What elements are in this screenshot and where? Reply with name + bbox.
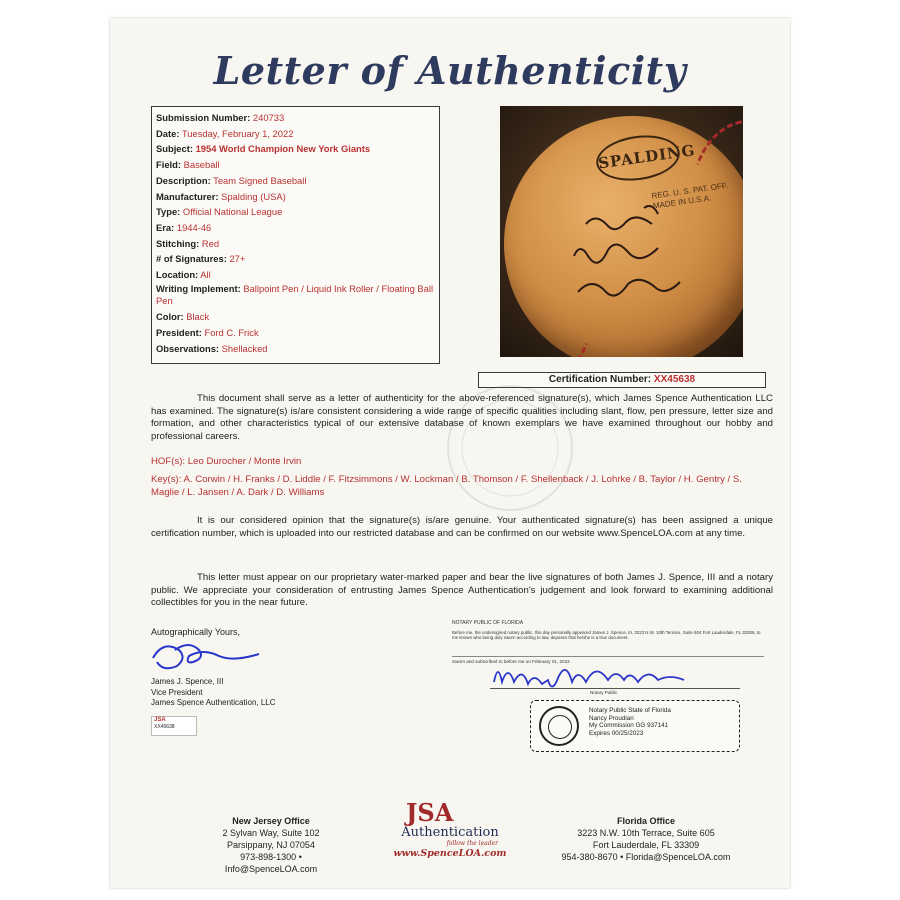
baseball-image	[504, 116, 743, 357]
notary-stamp-text: Notary Public State of Florida Nancy Proudian My Commission GG 937141 Expires 00/25/2023	[589, 707, 671, 737]
spence-signature	[147, 636, 277, 672]
ball-stamp-text: REG. U. S. PAT. OFF. MADE IN U.S.A.	[650, 180, 729, 211]
signer-name: James J. Spence, III	[151, 677, 224, 686]
sticker-number: XX45638	[154, 724, 175, 730]
notary-stamp	[530, 700, 740, 752]
detail-observations: Observations: Shellacked	[156, 342, 268, 354]
certification-number: XX45638	[653, 374, 696, 385]
details-box	[151, 106, 440, 364]
detail-writing-implement: Writing Implement: Ballpoint Pen / Liquid Ink Roller / Floating Ball Pen	[156, 282, 434, 307]
jsa-website: www.SpenceLOA.com	[393, 848, 507, 859]
notary-signature-line	[490, 688, 740, 689]
notary-sworn-line: Sworn and subscribed to before me on February 01, 2022	[452, 659, 570, 664]
fl-office-block: Florida Office 3223 N.W. 10th Terrace, Suite 605 Fort Lauderdale, FL 33309 954-380-8670 • Florida@SpenceLOA.com	[556, 815, 736, 863]
detail-date: Date: Tuesday, February 1, 2022	[156, 127, 294, 139]
closing-line: Autographically Yours,	[151, 627, 241, 637]
detail-president: President: Ford C. Frick	[156, 326, 259, 338]
jsa-logo	[388, 800, 512, 861]
detail-color: Color: Black	[156, 311, 210, 323]
hof-list: HOF(s): Leo Durocher / Monte Irvin	[151, 456, 302, 467]
jsa-logo-tagline: follow the leader	[446, 840, 498, 847]
page-title: Letter of Authenticity	[213, 48, 687, 93]
fl-office-heading: Florida Office	[616, 816, 675, 826]
baseball-photo	[500, 106, 743, 357]
detail-era: Era: 1944-46	[156, 221, 212, 233]
notary-public-label: Notary Public	[590, 690, 618, 695]
paragraph-opinion: It is our considered opinion that the signature(s) is/are genuine. Your authenticated signature(s) has been assigned a unique certification number, which is uploaded into our restricted database and can be confirmed on our website www.SpenceLOA.com at any time.	[151, 515, 773, 539]
notary-seal-icon	[539, 706, 579, 746]
detail-location: Location: All	[156, 269, 211, 281]
notary-header: NOTARY PUBLIC OF FLORIDA	[452, 620, 524, 626]
paragraph-authenticity: This document shall serve as a letter of authenticity for the above-referenced signature(s), which James Spence Authentication LLC has examined. The signature(s) is/are consistent considering a wide range of specific qualities including slant, flow, pen pressure, letter size and formation, and other characteristics typical of our extensive database of known exemplars we have examined throughout our hobby and professional careers.	[151, 393, 773, 443]
detail-stitching: Stitching: Red	[156, 237, 220, 249]
detail-signature-count: # of Signatures: 27+	[156, 253, 246, 265]
spalding-logo: SPALDING	[593, 130, 682, 185]
notary-signature	[490, 656, 730, 690]
jsa-logo-name: Authentication	[401, 825, 499, 840]
sticker-brand: JSA	[154, 717, 166, 723]
detail-description: Description: Team Signed Baseball	[156, 174, 307, 186]
nj-office-block: New Jersey Office 2 Sylvan Way, Suite 102 Parsippany, NJ 07054 973-898-1300 • Info@SpenceLOA.com	[196, 815, 346, 875]
key-signatures-list: Key(s): A. Corwin / H. Franks / D. Liddle / F. Fitzsimmons / W. Lockman / B. Thomson / F. Shellenback / J. Lohrke / B. Taylor / H. Gentry / S. Maglie / L. Jansen / A. Dark / D. Williams	[151, 474, 742, 498]
jsa-logo-mark: JSA	[406, 798, 454, 827]
ball-signatures	[504, 116, 743, 357]
jsa-sticker	[151, 716, 197, 736]
signer-company: James Spence Authentication, LLC	[151, 698, 276, 707]
detail-type: Type: Official National League	[156, 206, 283, 218]
notary-text: Before me, the undersigned notary public, this day personally appeared James J. Spence, III, 3223 N.W. 10th Terrace, Suite 604 Fort Lauderdale, FL 33309, to me known who being duly sworn according to law, deposes that he/she is a true document.	[452, 630, 761, 641]
detail-submission: Submission Number: 240733	[156, 112, 285, 123]
detail-manufacturer: Manufacturer: Spalding (USA)	[156, 190, 286, 202]
paragraph-watermark-notice: This letter must appear on our proprietary water-marked paper and bear the live signatures of both James J. Spence, III and a notary public. We appreciate your consideration of entrusting James Spence Authentication's judgement and look forward to examining additional collectibles for you in the near future.	[151, 572, 773, 609]
signer-role: Vice President	[151, 687, 203, 697]
signer-block	[151, 677, 276, 709]
detail-field: Field: Baseball	[156, 159, 220, 171]
nj-office-heading: New Jersey Office	[232, 816, 310, 826]
detail-subject: Subject: 1954 World Champion New York Giants	[156, 143, 371, 155]
certification-label: Certification Number:	[548, 374, 652, 385]
